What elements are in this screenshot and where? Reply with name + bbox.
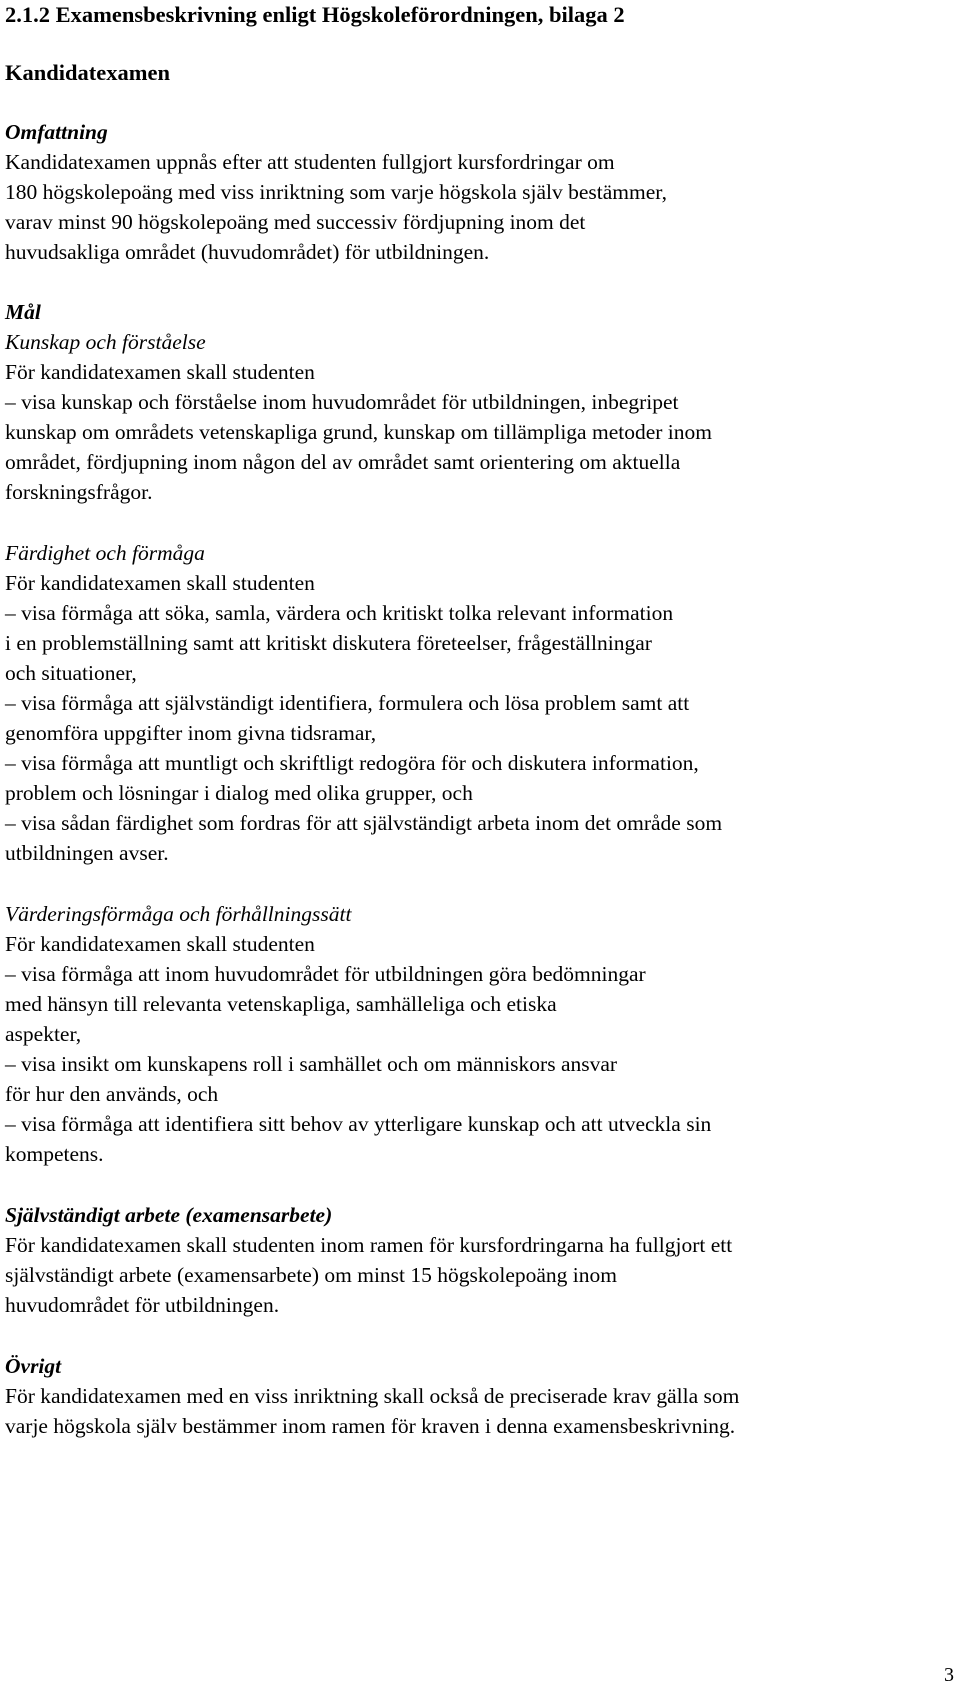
vardering-title: Värderingsförmåga och förhållningssätt <box>5 902 352 926</box>
text-line: kompetens. <box>5 1142 104 1166</box>
text-line: huvudsakliga området (huvudområdet) för utbildningen. <box>5 240 490 264</box>
text-line: – visa förmåga att identifiera sitt behov av ytterligare kunskap och att utveckla sin <box>5 1112 712 1136</box>
text-line: aspekter, <box>5 1022 82 1046</box>
text-line: – visa insikt om kunskapens roll i samhället och om människors ansvar <box>5 1052 618 1076</box>
section-heading: 2.1.2 Examensbeskrivning enligt Högskoleförordningen, bilaga 2 <box>5 2 625 27</box>
text-line: och situationer, <box>5 661 137 685</box>
document-page <box>5 0 955 1441</box>
text-line: kunskap om områdets vetenskapliga grund, kunskap om tillämpliga metoder inom <box>5 420 712 444</box>
text-line: i en problemställning samt att kritiskt diskutera företeelser, frågeställningar <box>5 631 652 655</box>
text-line: självständigt arbete (examensarbete) om minst 15 högskolepoäng inom <box>5 1263 618 1287</box>
text-line: varav minst 90 högskolepoäng med successiv fördjupning inom det <box>5 210 586 234</box>
intro-line: För kandidatexamen skall studenten <box>5 571 315 595</box>
omfattning-section <box>5 117 955 267</box>
page-number: 3 <box>944 1664 954 1686</box>
text-line: Kandidatexamen uppnås efter att studenten fullgjort kursfordringar om <box>5 150 615 174</box>
text-line: området, fördjupning inom någon del av området samt orientering om aktuella <box>5 450 681 474</box>
intro-line: För kandidatexamen skall studenten <box>5 932 315 956</box>
text-line: För kandidatexamen skall studenten inom ramen för kursfordringarna ha fullgjort ett <box>5 1233 733 1257</box>
sjalvstandigt-section <box>5 1200 955 1320</box>
kunskap-title: Kunskap och förståelse <box>5 330 206 354</box>
text-line: – visa förmåga att självständigt identifiera, formulera och lösa problem samt att <box>5 691 690 715</box>
intro-line: För kandidatexamen skall studenten <box>5 360 315 384</box>
kunskap-section <box>5 327 955 507</box>
ovrigt-title: Övrigt <box>5 1354 62 1378</box>
ovrigt-section <box>5 1351 955 1441</box>
text-line: – visa kunskap och förståelse inom huvudområdet för utbildningen, inbegripet <box>5 390 679 414</box>
mal-section <box>5 297 955 1169</box>
text-line: – visa sådan färdighet som fordras för att självständigt arbeta inom det område som <box>5 811 723 835</box>
fardighet-section <box>5 538 955 868</box>
text-line: – visa förmåga att inom huvudområdet för utbildningen göra bedömningar <box>5 962 646 986</box>
text-line: forskningsfrågor. <box>5 480 153 504</box>
sjalvstandigt-title: Självständigt arbete (examensarbete) <box>5 1203 333 1227</box>
degree-title: Kandidatexamen <box>5 60 171 85</box>
text-line: – visa förmåga att muntligt och skriftligt redogöra för och diskutera information, <box>5 751 699 775</box>
text-line: med hänsyn till relevanta vetenskapliga, samhälleliga och etiska <box>5 992 557 1016</box>
text-line: genomföra uppgifter inom givna tidsramar, <box>5 721 377 745</box>
text-line: utbildningen avser. <box>5 841 169 865</box>
text-line: 180 högskolepoäng med viss inriktning som varje högskola själv bestämmer, <box>5 180 667 204</box>
text-line: För kandidatexamen med en viss inriktning skall också de preciserade krav gälla som <box>5 1384 740 1408</box>
vardering-section <box>5 899 955 1169</box>
text-line: problem och lösningar i dialog med olika grupper, och <box>5 781 473 805</box>
text-line: huvudområdet för utbildningen. <box>5 1293 280 1317</box>
mal-title: Mål <box>5 300 41 324</box>
fardighet-title: Färdighet och förmåga <box>5 541 205 565</box>
text-line: för hur den används, och <box>5 1082 219 1106</box>
text-line: – visa förmåga att söka, samla, värdera och kritiskt tolka relevant information <box>5 601 674 625</box>
omfattning-title: Omfattning <box>5 120 108 144</box>
text-line: varje högskola själv bestämmer inom ramen för kraven i denna examensbeskrivning. <box>5 1414 736 1438</box>
